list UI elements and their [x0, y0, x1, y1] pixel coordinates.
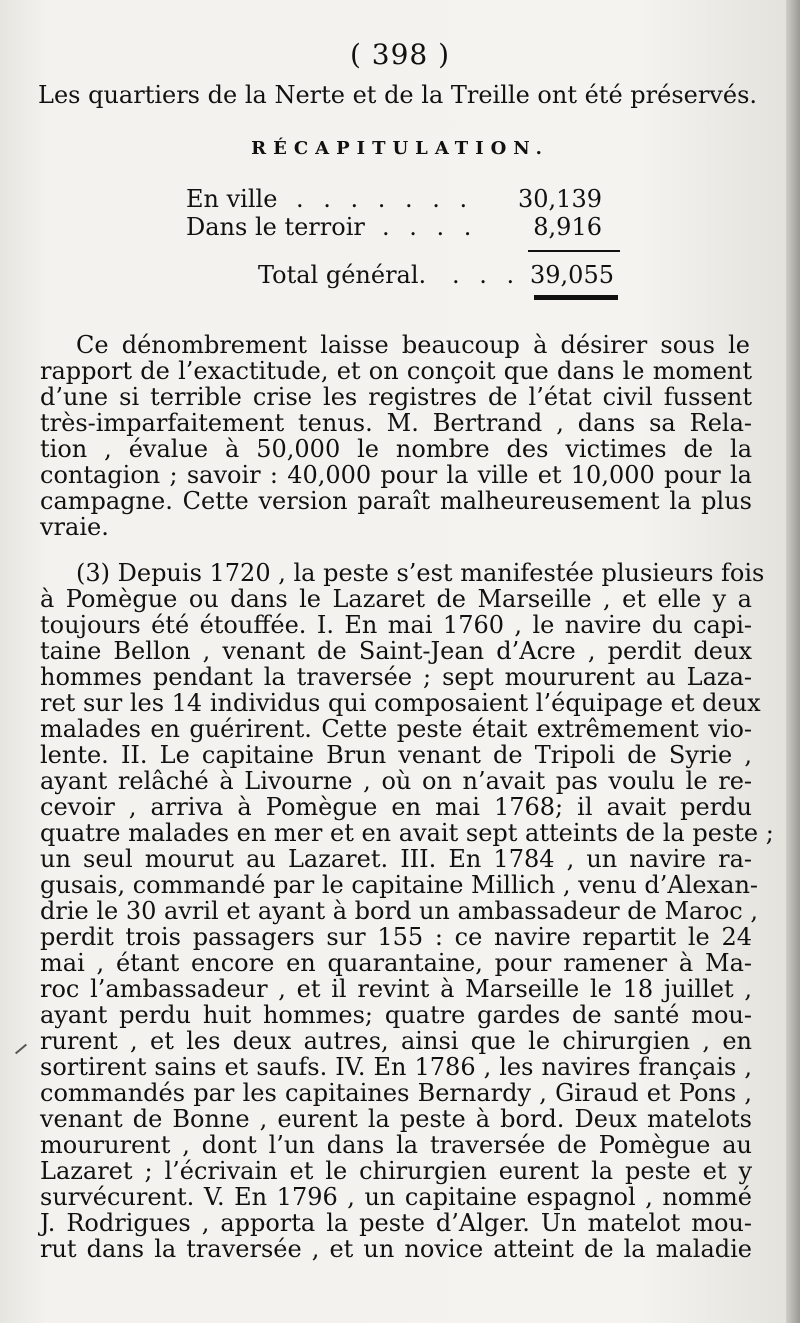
- text-line: très-imparfaitement tenus. M. Bertrand , dans sa Rela-: [40, 409, 752, 437]
- text-line: mai , étant encore en quarantaine, pour ramener à Ma-: [40, 949, 752, 977]
- text-line: vraie.: [40, 513, 109, 541]
- total-rule: [534, 295, 618, 300]
- text-line: venant de Bonne , eurent la peste à bord. Deux matelots: [40, 1105, 752, 1133]
- text-line: taine Bellon , venant de Saint-Jean d’Acre , perdit deux: [40, 637, 752, 665]
- text-line: commandés par les capitaines Bernardy , Giraud et Pons ,: [40, 1079, 752, 1107]
- total-dots: . . .: [452, 261, 521, 289]
- text-line: gusais, commandé par le capitaine Millich , venu d’Alexan-: [40, 871, 759, 899]
- text-line: perdit trois passagers sur 155 : ce navire repartit le 24: [40, 923, 752, 951]
- total-value: 39,055: [530, 261, 614, 289]
- text-line: contagion ; savoir : 40,000 pour la ville et 10,000 pour la: [40, 461, 752, 489]
- text-line: lente. II. Le capitaine Brun venant de Tripoli de Syrie ,: [40, 741, 752, 769]
- recap-title: RÉCAPITULATION.: [251, 138, 549, 159]
- text-line: rurent , et les deux autres, ainsi que le chirurgien , en: [40, 1027, 752, 1055]
- text-line: quatre malades en mer et en avait sept atteints de la peste ;: [40, 819, 774, 847]
- text-line: tion , évalue à 50,000 le nombre des victimes de la: [40, 435, 752, 463]
- text-line: ayant relâché à Livourne , où on n’avait pas voulu le re-: [40, 767, 752, 795]
- text-line: hommes pendant la traversée ; sept moururent au Laza-: [40, 663, 752, 691]
- text-line: malades en guérirent. Cette peste était extrêmement vio-: [40, 715, 752, 743]
- sum-rule: [528, 250, 620, 252]
- page-number: ( 398 ): [349, 38, 451, 71]
- page-edge: [786, 0, 800, 1323]
- text-line: rut dans la traversée , et un novice atteint de la maladie: [40, 1235, 752, 1263]
- text-line: J. Rodrigues , apporta la peste d’Alger. Un matelot mou-: [40, 1209, 752, 1237]
- text-line: ayant perdu huit hommes; quatre gardes de santé mou-: [40, 1001, 752, 1029]
- text-line: cevoir , arriva à Pomègue en mai 1768; il avait perdu: [40, 793, 752, 821]
- text-line: campagne. Cette version paraît malheureusement la plus: [40, 487, 752, 515]
- recap-value: 30,139: [518, 185, 602, 213]
- text-line: rapport de l’exactitude, et on conçoit que dans le moment: [40, 357, 752, 385]
- text-line: drie le 30 avril et ayant à bord un ambassadeur de Maroc ,: [40, 897, 758, 925]
- recap-dots: . . . .: [382, 213, 478, 241]
- text-line: à Pomègue ou dans le Lazaret de Marseille , et elle y a: [40, 585, 752, 613]
- recap-label: En ville: [186, 185, 278, 213]
- margin-mark: [15, 1044, 27, 1055]
- text-line: survécurent. V. En 1796 , un capitaine espagnol , nommé: [40, 1183, 752, 1211]
- text-line: sortirent sains et saufs. IV. En 1786 , les navires français ,: [40, 1053, 752, 1081]
- text-line: Ce dénombrement laisse beaucoup à désirer sous le: [76, 331, 750, 359]
- text-line: moururent , dont l’un dans la traversée de Pomègue au: [40, 1131, 752, 1159]
- recap-dots: . . . . . . .: [296, 185, 474, 213]
- text-line: roc l’ambassadeur , et il revint à Marseille le 18 juillet ,: [40, 975, 752, 1003]
- text-line: Lazaret ; l’écrivain et le chirurgien eurent la peste et y: [40, 1157, 752, 1185]
- text-line: ret sur les 14 individus qui composaient l’équipage et deux: [40, 689, 761, 717]
- section-heading: Les quartiers de la Nerte et de la Treille ont été préservés.: [38, 81, 758, 109]
- recap-value: 8,916: [533, 213, 602, 241]
- text-line: un seul mourut au Lazaret. III. En 1784 , un navire ra-: [40, 845, 752, 873]
- total-label: Total général.: [258, 261, 427, 289]
- recap-label: Dans le terroir: [186, 213, 365, 241]
- text-line: d’une si terrible crise les registres de l’état civil fussent: [40, 383, 752, 411]
- text-line: (3) Depuis 1720 , la peste s’est manifestée plusieurs fois: [76, 559, 765, 587]
- text-line: toujours été étouffée. I. En mai 1760 , le navire du capi-: [40, 611, 752, 639]
